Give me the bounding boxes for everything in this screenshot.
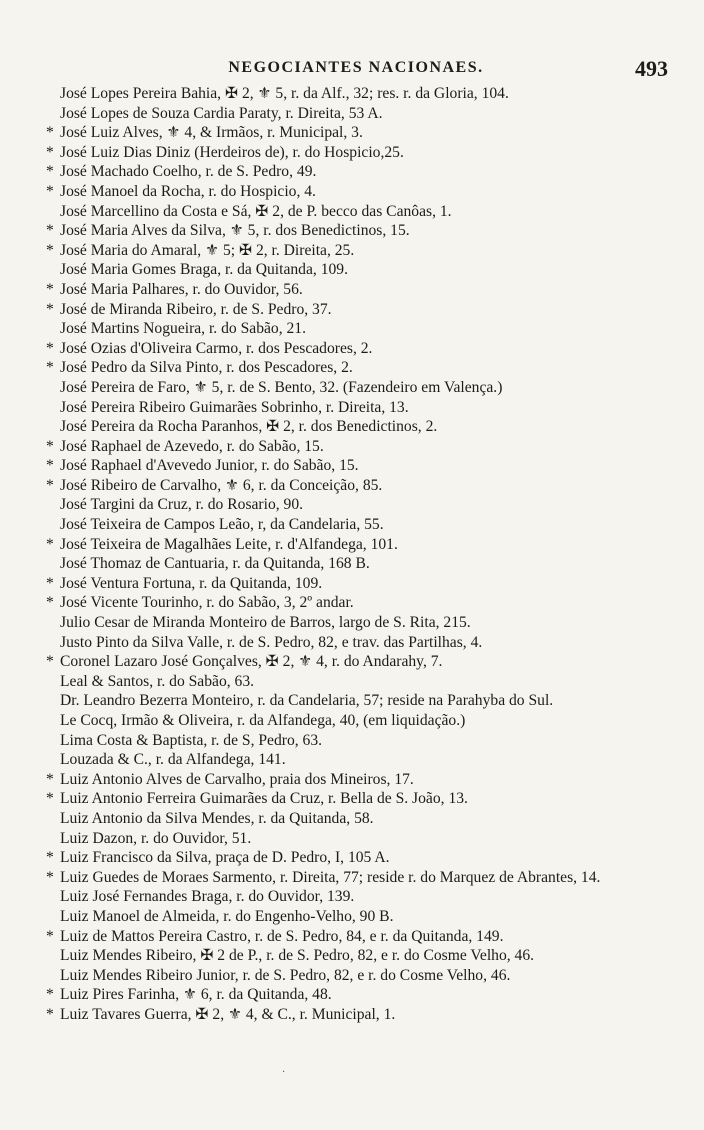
directory-entry bbox=[46, 633, 672, 653]
entry-text: Lima Costa & Baptista, r. de S, Pedro, 63. bbox=[60, 731, 323, 749]
directory-entry bbox=[46, 319, 672, 339]
asterisk-marker: * bbox=[46, 437, 54, 455]
entry-text: Luiz Antonio da Silva Mendes, r. da Quitanda, 58. bbox=[60, 809, 374, 827]
entry-text: José Lopes de Souza Cardia Paraty, r. Direita, 53 A. bbox=[60, 104, 383, 122]
asterisk-marker: * bbox=[46, 653, 54, 671]
entry-text: Luiz Pires Farinha, ⚜ 6, r. da Quitanda, 48. bbox=[60, 986, 332, 1004]
directory-entry bbox=[46, 770, 672, 790]
entry-text: Coronel Lazaro José Gonçalves, ✠ 2, ⚜ 4, r. do Andarahy, 7. bbox=[60, 653, 443, 671]
directory-entry bbox=[46, 123, 672, 143]
asterisk-marker: * bbox=[46, 124, 54, 142]
directory-entry bbox=[46, 652, 672, 672]
directory-entry bbox=[46, 476, 672, 496]
directory-entry bbox=[46, 84, 672, 104]
entry-text: José de Miranda Ribeiro, r. de S. Pedro, 37. bbox=[60, 300, 332, 318]
entry-text: José Marcellino da Costa e Sá, ✠ 2, de P. becco das Canôas, 1. bbox=[60, 202, 452, 220]
page-number: 493 bbox=[635, 56, 668, 81]
directory-list bbox=[46, 84, 672, 1025]
directory-entry bbox=[46, 221, 672, 241]
directory-entry bbox=[46, 300, 672, 320]
directory-entry bbox=[46, 339, 672, 359]
directory-entry bbox=[46, 848, 672, 868]
entry-text: Luiz Antonio Alves de Carvalho, praia dos Mineiros, 17. bbox=[60, 770, 414, 788]
asterisk-marker: * bbox=[46, 457, 54, 475]
entry-text: Le Cocq, Irmão & Oliveira, r. da Alfandega, 40, (em liquidação.) bbox=[60, 712, 466, 729]
asterisk-marker: * bbox=[46, 163, 54, 181]
page-header bbox=[44, 56, 668, 82]
entry-text: José Ventura Fortuna, r. da Quitanda, 109. bbox=[60, 574, 323, 592]
directory-entry bbox=[46, 809, 672, 829]
directory-entry bbox=[46, 907, 672, 927]
directory-entry bbox=[46, 162, 672, 182]
entry-text: José Maria Palhares, r. do Ouvidor, 56. bbox=[60, 280, 303, 298]
entry-text: José Maria do Amaral, ⚜ 5; ✠ 2, r. Direita, 25. bbox=[60, 241, 355, 259]
asterisk-marker: * bbox=[46, 143, 54, 161]
directory-entry bbox=[46, 887, 672, 907]
directory-entry bbox=[46, 711, 672, 731]
directory-entry bbox=[46, 672, 672, 692]
directory-entry bbox=[46, 554, 672, 574]
entry-text: Justo Pinto da Silva Valle, r. de S. Pedro, 82, e trav. das Partilhas, 4. bbox=[60, 633, 483, 651]
entry-text: Dr. Leandro Bezerra Monteiro, r. da Candelaria, 57; reside na Parahyba do Sul. bbox=[60, 692, 554, 710]
directory-entry bbox=[46, 456, 672, 476]
entry-text: José Pereira da Rocha Paranhos, ✠ 2, r. dos Benedictinos, 2. bbox=[60, 418, 438, 436]
asterisk-marker: * bbox=[46, 868, 54, 886]
entry-text: José Luiz Alves, ⚜ 4, & Irmãos, r. Municipal, 3. bbox=[60, 124, 363, 142]
directory-entry bbox=[46, 691, 672, 711]
directory-entry bbox=[46, 241, 672, 261]
entry-text: José Manoel da Rocha, r. do Hospicio, 4. bbox=[60, 182, 316, 200]
entry-text: Luiz Tavares Guerra, ✠ 2, ⚜ 4, & C., r. Municipal, 1. bbox=[60, 1005, 396, 1023]
entry-text: José Maria Gomes Braga, r. da Quitanda, 109. bbox=[60, 261, 348, 279]
directory-entry bbox=[46, 613, 672, 633]
directory-entry bbox=[46, 182, 672, 202]
directory-entry bbox=[46, 260, 672, 280]
section-title: NEGOCIANTES NACIONAES. bbox=[228, 59, 484, 76]
asterisk-marker: * bbox=[46, 927, 54, 945]
entry-text: José Targini da Cruz, r. do Rosario, 90. bbox=[60, 496, 304, 514]
asterisk-marker: * bbox=[46, 849, 54, 867]
directory-entry bbox=[46, 750, 672, 770]
entry-text: Luiz Antonio Ferreira Guimarães da Cruz, r. Bella de S. João, 13. bbox=[60, 790, 468, 808]
entry-text: José Raphael d'Avevedo Junior, r. do Sabão, 15. bbox=[60, 457, 359, 475]
directory-entry bbox=[46, 946, 672, 966]
directory-entry bbox=[46, 378, 672, 398]
asterisk-marker: * bbox=[46, 1005, 54, 1023]
entry-text: José Raphael de Azevedo, r. do Sabão, 15. bbox=[60, 437, 324, 455]
entry-text: Luiz Mendes Ribeiro Junior, r. de S. Pedro, 82, e r. do Cosme Velho, 46. bbox=[60, 966, 511, 984]
directory-entry bbox=[46, 358, 672, 378]
entry-text: José Teixeira de Magalhães Leite, r. d'Alfandega, 101. bbox=[60, 535, 398, 553]
directory-entry bbox=[46, 535, 672, 555]
directory-entry bbox=[46, 789, 672, 809]
directory-entry bbox=[46, 515, 672, 535]
entry-text: Luiz de Mattos Pereira Castro, r. de S. Pedro, 84, e r. da Quitanda, 149. bbox=[60, 927, 504, 945]
directory-entry bbox=[46, 593, 672, 613]
directory-entry bbox=[46, 202, 672, 222]
directory-entry bbox=[46, 1005, 672, 1025]
directory-entry bbox=[46, 574, 672, 594]
entry-text: José Vicente Tourinho, r. do Sabão, 3, 2º andar. bbox=[60, 594, 354, 612]
directory-entry bbox=[46, 143, 672, 163]
asterisk-marker: * bbox=[46, 300, 54, 318]
entry-text: José Luiz Dias Diniz (Herdeiros de), r. do Hospicio,25. bbox=[60, 143, 404, 161]
asterisk-marker: * bbox=[46, 770, 54, 788]
asterisk-marker: * bbox=[46, 241, 54, 259]
entry-text: Louzada & C., r. da Alfandega, 141. bbox=[60, 751, 286, 769]
directory-entry bbox=[46, 985, 672, 1005]
directory-entry bbox=[46, 868, 672, 888]
directory-entry bbox=[46, 495, 672, 515]
asterisk-marker: * bbox=[46, 986, 54, 1004]
entry-text: Luiz Guedes de Moraes Sarmento, r. Direita, 77; reside r. do Marquez de Abrantes, 14. bbox=[60, 868, 601, 886]
directory-entry bbox=[46, 280, 672, 300]
entry-text: Julio Cesar de Miranda Monteiro de Barros, largo de S. Rita, 215. bbox=[60, 614, 471, 632]
asterisk-marker: * bbox=[46, 339, 54, 357]
asterisk-marker: * bbox=[46, 476, 54, 494]
asterisk-marker: * bbox=[46, 535, 54, 553]
entry-text: José Lopes Pereira Bahia, ✠ 2, ⚜ 5, r. da Alf., 32; res. r. da Gloria, 104. bbox=[60, 85, 509, 102]
directory-entry bbox=[46, 417, 672, 437]
entry-text: Leal & Santos, r. do Sabão, 63. bbox=[60, 672, 255, 690]
entry-text: José Teixeira de Campos Leão, r, da Candelaria, 55. bbox=[60, 516, 384, 534]
directory-entry bbox=[46, 966, 672, 986]
asterisk-marker: * bbox=[46, 280, 54, 298]
entry-text: José Thomaz de Cantuaria, r. da Quitanda, 168 B. bbox=[60, 555, 370, 573]
asterisk-marker: * bbox=[46, 359, 54, 377]
entry-text: José Ribeiro de Carvalho, ⚜ 6, r. da Conceição, 85. bbox=[60, 476, 383, 494]
entry-text: José Machado Coelho, r. de S. Pedro, 49. bbox=[60, 163, 317, 181]
directory-entry bbox=[46, 829, 672, 849]
asterisk-marker: * bbox=[46, 790, 54, 808]
entry-text: Luiz Mendes Ribeiro, ✠ 2 de P., r. de S. Pedro, 82, e r. do Cosme Velho, 46. bbox=[60, 947, 535, 965]
directory-entry bbox=[46, 104, 672, 124]
entry-text: Luiz Manoel de Almeida, r. do Engenho-Velho, 90 B. bbox=[60, 907, 394, 925]
directory-entry bbox=[46, 731, 672, 751]
entry-text: Luiz José Fernandes Braga, r. do Ouvidor, 139. bbox=[60, 888, 355, 906]
entry-text: José Pereira Ribeiro Guimarães Sobrinho, r. Direita, 13. bbox=[60, 398, 409, 416]
asterisk-marker: * bbox=[46, 222, 54, 240]
asterisk-marker: * bbox=[46, 182, 54, 200]
entry-text: José Pereira de Faro, ⚜ 5, r. de S. Bento, 32. (Fazendeiro em Valença.) bbox=[60, 378, 503, 396]
directory-entry bbox=[46, 927, 672, 947]
directory-entry bbox=[46, 398, 672, 418]
entry-text: Luiz Francisco da Silva, praça de D. Pedro, I, 105 A. bbox=[60, 849, 390, 867]
entry-text: José Ozias d'Oliveira Carmo, r. dos Pescadores, 2. bbox=[60, 339, 373, 357]
entry-text: José Maria Alves da Silva, ⚜ 5, r. dos Benedictinos, 15. bbox=[60, 222, 410, 240]
ink-mark: · bbox=[282, 1067, 286, 1078]
asterisk-marker: * bbox=[46, 594, 54, 612]
asterisk-marker: * bbox=[46, 574, 54, 592]
entry-text: José Martins Nogueira, r. do Sabão, 21. bbox=[60, 320, 306, 338]
entry-text: José Pedro da Silva Pinto, r. dos Pescadores, 2. bbox=[60, 359, 353, 377]
entry-text: Luiz Dazon, r. do Ouvidor, 51. bbox=[60, 829, 252, 847]
directory-entry bbox=[46, 437, 672, 457]
